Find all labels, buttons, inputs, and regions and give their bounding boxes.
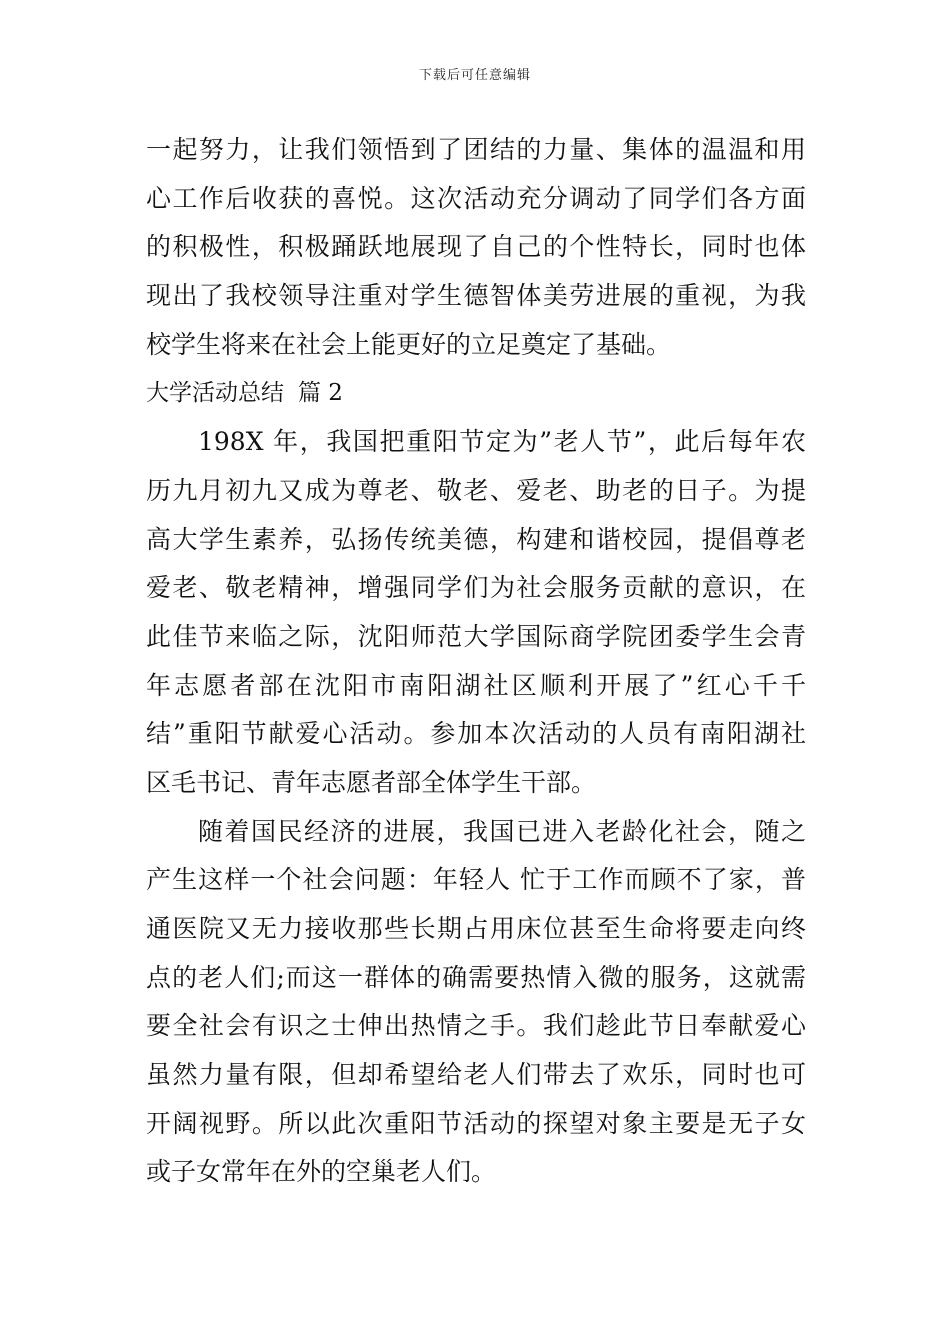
text-line: 点的老人们;而这一群体的确需要热情入微的服务，这就需 (146, 962, 806, 992)
text-line: 校学生将来在社会上能更好的立足奠定了基础。 (146, 329, 672, 359)
text-line: 高大学生素养，弘扬传统美德，构建和谐校园，提倡尊老 (146, 524, 806, 554)
paragraph-aging-society (146, 808, 806, 1198)
document-body (146, 126, 806, 1197)
text-line: 爱老、敬老精神，增强同学们为社会服务贡献的意识，在 (146, 573, 806, 603)
section-heading (146, 369, 806, 418)
text-line: 或子女常年在外的空巢老人们。 (146, 1157, 497, 1187)
text-line: 随着国民经济的进展，我国已进入老龄化社会，随之 (198, 816, 806, 846)
paragraph-continuation (146, 126, 806, 369)
paragraph-chongyang-intro (146, 418, 806, 808)
text-line: 一起努力，让我们领悟到了团结的力量、集体的温温和用 (146, 135, 806, 164)
text-line: 心工作后收获的喜悦。这次活动充分调动了同学们各方面 (146, 183, 806, 213)
text-line: 198X 年，我国把重阳节定为”老人节”，此后每年农 (198, 427, 806, 457)
page-header: 下载后可任意编辑 (418, 68, 531, 83)
section-number: 篇 2 (298, 380, 343, 407)
text-line: 年志愿者部在沈阳市南阳湖社区顺利开展了”红心千千 (146, 670, 806, 700)
text-line: 要全社会有识之士伸出热情之手。我们趁此节日奉献爱心 (146, 1011, 806, 1041)
text-line: 结”重阳节献爱心活动。参加本次活动的人员有南阳湖社 (146, 719, 806, 749)
text-line: 历九月初九又成为尊老、敬老、爱老、助老的日子。为提 (146, 475, 806, 505)
text-line: 的积极性，积极踊跃地展现了自己的个性特长，同时也体 (146, 232, 806, 262)
text-line: 开阔视野。所以此次重阳节活动的探望对象主要是无子女 (146, 1108, 806, 1138)
text-line: 区毛书记、青年志愿者部全体学生干部。 (146, 767, 597, 797)
text-line: 此佳节来临之际，沈阳师范大学国际商学院团委学生会青 (146, 621, 806, 651)
section-title: 大学活动总结 (146, 380, 284, 407)
text-line: 现出了我校领导注重对学生德智体美劳进展的重视，为我 (146, 281, 806, 311)
text-line: 产生这样一个社会问题：年轻人 忙于工作而顾不了家，普 (146, 865, 806, 895)
text-line: 通医院又无力接收那些长期占用床位甚至生命将要走向终 (146, 914, 806, 943)
text-line: 虽然力量有限，但却希望给老人们带去了欢乐，同时也可 (146, 1060, 806, 1090)
